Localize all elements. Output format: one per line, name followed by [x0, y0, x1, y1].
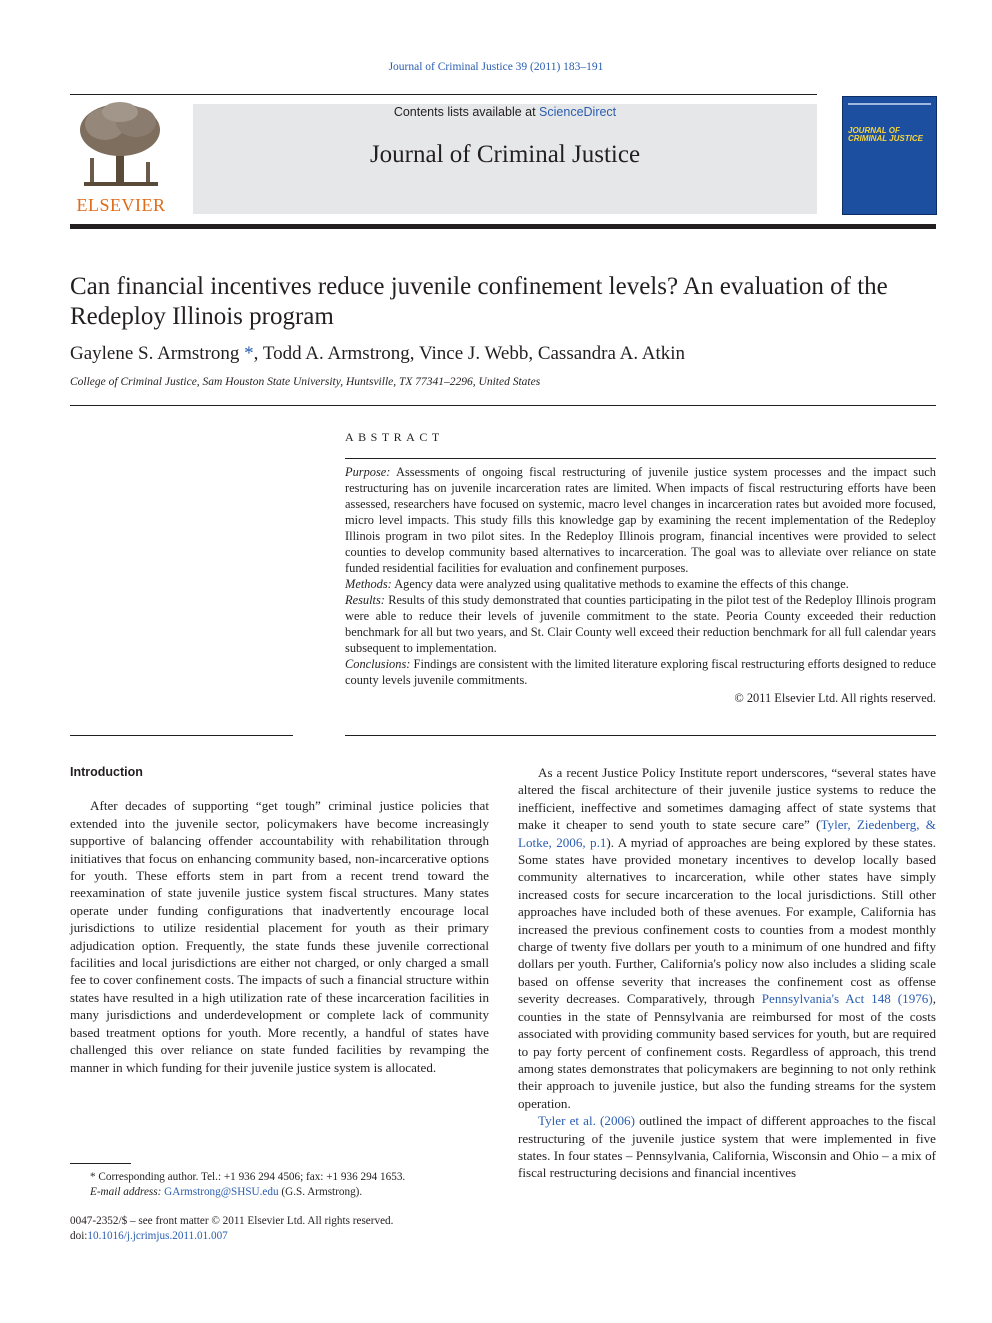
cover-stripe [848, 103, 931, 105]
email-line [70, 1185, 489, 1200]
results-text: Results of this study demonstrated that counties participating in the pilot test of the Redeploy Illinois program were able to reduce their levels of juvenile commitment to the state. Peoria County exceeded their reduction benchmark for all but two years, and St. Clair County well exceed their reduction benchmark for all full calendar years subsequent to implementation. [345, 593, 936, 655]
body-paragraph: After decades of supporting “get tough” criminal justice policies that extended into the juvenile sector, policymakers have become increasingly supportive of balancing offender accountability with rehabilitation through initiatives that focus on enhancing community based, non-incarcerative options for youth. These efforts stem in part from a recent trend toward the reexamination of state juvenile justice system fiscal structures. Many states operate under funding configurations that inadvertently encourage local jurisdictions to utilize residential placement for youth as their primary adjudication option. Frequently, the state funds these juvenile correctional facilities and local jurisdictions are either not charged, or only charged a small fee to cover confinement costs. The impacts of such a financial structure within states have resulted in a high utilization rate of these incarceration facilities in many jurisdictions and underdevelopment or complete lack of community based treatment options for youth. More recently, a handful of states have challenged this over reliance on state funded facilities by revamping the manner in which funding for their juvenile justice system is allocated. [70, 798, 489, 1075]
abstract-heading: ABSTRACT [345, 430, 444, 444]
footnote-marker: * [90, 1171, 96, 1183]
contents-available-line [193, 105, 817, 119]
abstract-body [345, 464, 936, 706]
methods-label: Methods: [345, 577, 392, 591]
article-title: Can financial incentives reduce juvenile confinement levels? An evaluation of the Redeploy Illinois program [70, 273, 888, 330]
citation-link-pennsylvania-act[interactable]: Pennsylvania's Act 148 (1976) [761, 991, 933, 1007]
body-paragraph [518, 764, 936, 1112]
front-matter [70, 1214, 489, 1244]
header-thick-rule [70, 224, 936, 229]
email-link[interactable]: GArmstrong@SHSU.edu [164, 1186, 279, 1198]
methods-text: Agency data were analyzed using qualitative methods to examine the effects of this change. [391, 577, 849, 591]
footnote-rule [70, 1163, 131, 1164]
abstract-purpose [345, 464, 936, 576]
abstract-top-rule [70, 405, 936, 406]
doi-line [70, 1229, 489, 1244]
cover-title: JOURNAL OF CRIMINAL JUSTICE [848, 126, 923, 143]
citation-link-tyler-et-al[interactable]: Tyler et al. (2006) [538, 1113, 635, 1129]
citation-link-tyler-2006[interactable]: Tyler, Ziedenberg, & Lotke, 2006, p.1 [518, 817, 936, 850]
paragraph-text: outlined the impact of different approaches to the fiscal restructuring of the juvenile justice system that were implemented in five states. In four states – Pennsylvania, California, Wisconsin and Ohio – a mix of fiscal restructuring decisions and financial incentives [518, 1113, 937, 1181]
conclusions-label: Conclusions: [345, 657, 411, 671]
paragraph-text: As a recent Justice Policy Institute report underscores, “several states have altered the fiscal architecture of their juvenile justice systems to reduce the inefficient, ineffective and sometimes damaging affect of state systems that make it cheaper to send youth to state secure care” ( [518, 765, 936, 833]
header-top-rule [70, 94, 817, 95]
abstract-bottom-rule [345, 735, 936, 736]
conclusions-text: Findings are consistent with the limited literature exploring fiscal restructuring efforts designed to reduce county levels juvenile commitments. [345, 657, 936, 687]
other-authors: , Todd A. Armstrong, Vince J. Webb, Cassandra A. Atkin [253, 343, 686, 364]
abstract-conclusions [345, 656, 936, 688]
doi-link[interactable]: 10.1016/j.jcrimjus.2011.01.007 [87, 1230, 228, 1242]
section-heading-introduction: Introduction [70, 765, 143, 779]
author-list [70, 343, 936, 365]
footnote-text: Corresponding author. Tel.: +1 936 294 4506; fax: +1 936 294 1653. [95, 1171, 406, 1183]
footnote [70, 1170, 489, 1200]
body-left-column [70, 764, 489, 1076]
results-label: Results: [345, 593, 385, 607]
corresponding-author-marker[interactable]: * [244, 343, 254, 364]
journal-citation[interactable]: Journal of Criminal Justice 39 (2011) 183–191 [388, 61, 604, 73]
elsevier-wordmark: ELSEVIER [76, 195, 166, 215]
abstract-results [345, 592, 936, 656]
corresponding-author-note [70, 1170, 489, 1185]
doi-prefix: doi: [70, 1230, 88, 1242]
email-suffix: (G.S. Armstrong). [278, 1186, 363, 1198]
abstract-heading-rule [345, 458, 936, 459]
paragraph-text: ). A myriad of approaches are being explored by these states. Some states have provided monetary incentives to develop locally based community alternatives to incarceration, while other states have simply increased costs for secure incarceration to the local jurisdictions. Still other approaches have included both of these avenues. For example, California has increased the previous confinement costs to counties from a modest monthly charge of twenty five dollars per youth to a minimum of one hundred and fifty dollars per youth. Further, California's policy now also includes a sliding scale based on offense severity that increases the confinement cost as offense severity decreases. Comparatively, through [518, 834, 936, 1007]
paragraph-text: , counties in the state of Pennsylvania are reimbursed for most of the costs associated with providing community based services for youth, but are required to pay forty percent of confinement costs. Regardless of approach, this trend among states demonstrates that policymakers are beginning to not only rethink their approach to juvenile justice, but also the funding streams for the system operation. [518, 991, 936, 1111]
left-column-rule [70, 735, 293, 736]
email-label: E-mail address: [90, 1186, 162, 1198]
body-paragraph [518, 1112, 936, 1182]
contents-prefix: Contents lists available at [393, 105, 540, 119]
issn-line: 0047-2352/$ – see front matter © 2011 Elsevier Ltd. All rights reserved. [70, 1215, 394, 1227]
journal-title[interactable]: Journal of Criminal Justice [369, 141, 641, 168]
journal-cover-thumbnail[interactable] [842, 96, 937, 215]
abstract-methods [345, 576, 936, 592]
author-affiliation: College of Criminal Justice, Sam Houston State University, Huntsville, TX 77341–2296, United States [70, 376, 541, 388]
body-right-column [518, 764, 936, 1182]
purpose-label: Purpose: [345, 465, 391, 479]
first-author[interactable]: Gaylene S. Armstrong [70, 343, 240, 364]
sciencedirect-link[interactable]: ScienceDirect [539, 105, 617, 119]
abstract-copyright: © 2011 Elsevier Ltd. All rights reserved. [734, 691, 936, 705]
purpose-text: Assessments of ongoing fiscal restructuring of juvenile justice system processes and the impact such restructuring has on juvenile incarceration rates are limited. When impacts of fiscal restructuring efforts have been assessed, researchers have focused on systemic, macro level changes in incarceration rates but avoided more focused, micro level impacts. This study fills this knowledge gap by examining the recent implementation of the Redeploy Illinois program in two pilot sites. In the Redeploy Illinois program, financial incentives were provided to select counties to develop community based alternatives to incarceration. The goal was to alleviate over reliance on state funded residential facilities for evaluation and confinement purposes. [345, 465, 936, 575]
